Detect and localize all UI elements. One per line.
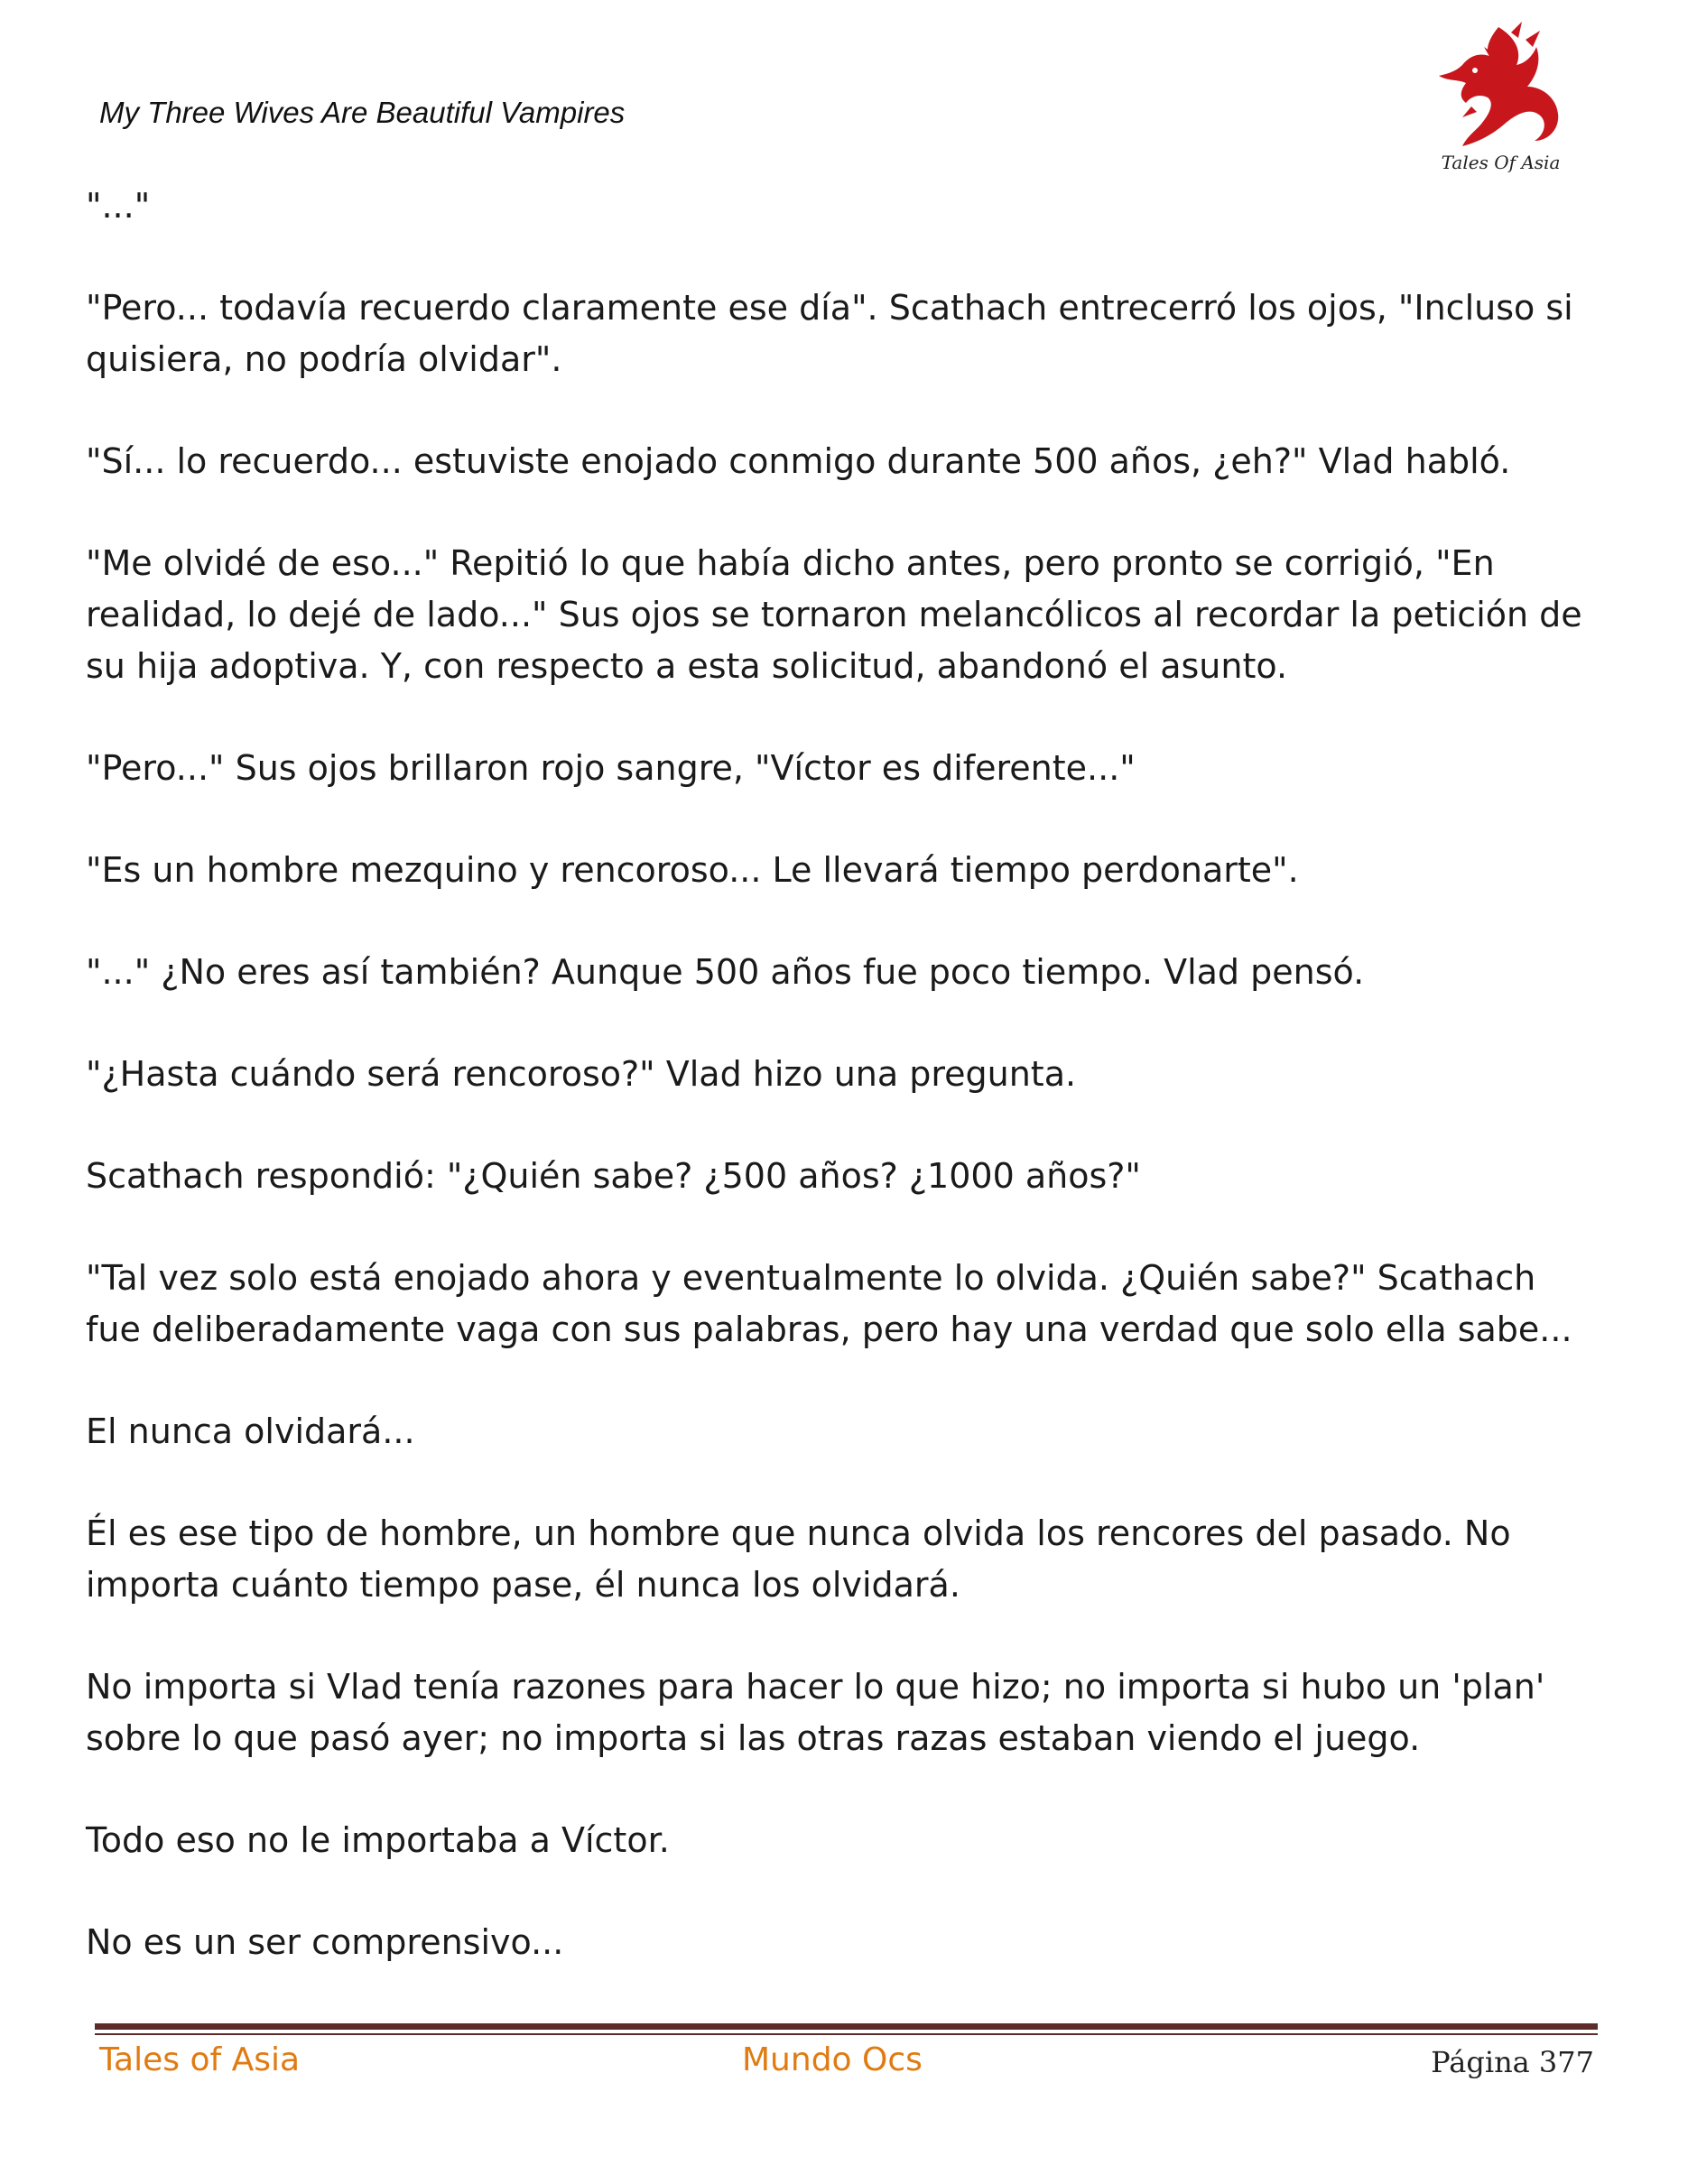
paragraph: Todo eso no le importaba a Víctor.	[86, 1820, 670, 1860]
document-title: My Three Wives Are Beautiful Vampires	[99, 96, 626, 129]
tales-of-asia-logo	[1435, 20, 1566, 182]
dragon-icon	[1435, 20, 1566, 155]
paragraph: "¿Hasta cuándo será rencoroso?" Vlad hizo una pregunta.	[86, 1054, 1077, 1094]
paragraph: "..."	[86, 186, 151, 226]
paragraph: "..." ¿No eres así también? Aunque 500 años fue poco tiempo. Vlad pensó.	[86, 952, 1365, 992]
footer-site-name: Tales of Asia	[99, 2041, 301, 2078]
paragraph: El nunca olvidará...	[86, 1411, 415, 1451]
paragraph: No importa si Vlad tenía razones para hacer lo que hizo; no importa si hubo un 'plan' sobre lo que pasó ayer; no importa si las otras razas estaban viendo el juego.	[86, 1667, 1545, 1758]
paragraph: "Sí... lo recuerdo... estuviste enojado conmigo durante 500 años, ¿eh?" Vlad habló.	[86, 441, 1511, 481]
footer-rule-thick	[95, 2023, 1598, 2030]
page-body	[86, 180, 1584, 2019]
paragraph: Él es ese tipo de hombre, un hombre que nunca olvida los rencores del pasado. No importa cuánto tiempo pase, él nunca los olvidará.	[86, 1513, 1511, 1605]
paragraph: No es un ser comprensivo...	[86, 1922, 564, 1962]
logo-text: Tales Of Asia	[1441, 152, 1561, 173]
footer-rule-thin	[95, 2033, 1598, 2035]
paragraph: Scathach respondió: "¿Quién sabe? ¿500 años? ¿1000 años?"	[86, 1156, 1141, 1196]
paragraph: "Me olvidé de eso..." Repitió lo que había dicho antes, pero pronto se corrigió, "En realidad, lo dejé de lado..." Sus ojos se tornaron melancólicos al recordar la petición de su hija adoptiva. Y, con respecto a esta solicitud, abandonó el asunto.	[86, 543, 1582, 686]
paragraph: "Pero... todavía recuerdo claramente ese día". Scathach entrecerró los ojos, "Incluso si quisiera, no podría olvidar".	[86, 288, 1573, 379]
paragraph: "Tal vez solo está enojado ahora y eventualmente lo olvida. ¿Quién sabe?" Scathach fue deliberadamente vaga con sus palabras, pero hay una verdad que solo ella sabe...	[86, 1258, 1572, 1349]
page-number: Página 377	[1431, 2045, 1594, 2079]
paragraph: "Es un hombre mezquino y rencoroso... Le llevará tiempo perdonarte".	[86, 850, 1299, 890]
footer-section-name: Mundo Ocs	[742, 2041, 923, 2078]
paragraph: "Pero..." Sus ojos brillaron rojo sangre, "Víctor es diferente..."	[86, 748, 1136, 788]
